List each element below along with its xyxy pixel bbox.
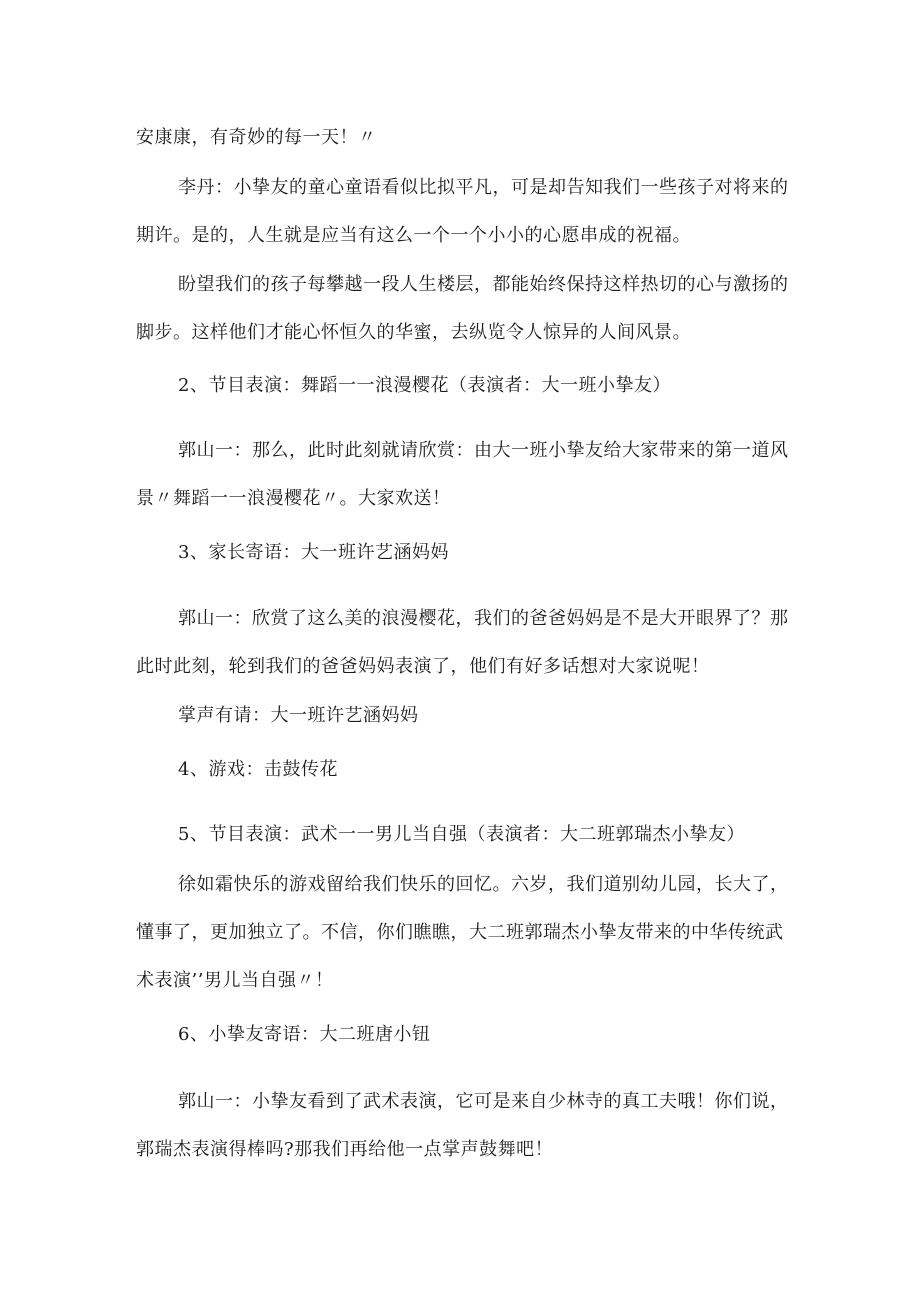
text-line-4: 盼望我们的孩子每攀越一段人生楼层，都能始终保持这样热切的心与激扬的 [178,274,789,295]
text-line-19: 郭山一：小挚友看到了武术表演，它可是来自少林寺的真工夫哦！你们说， [178,1091,789,1112]
text-line-20: 郭瑞杰表演得棒吗?那我们再给他一点掌声鼓舞吧！ [136,1139,554,1160]
text-line-12: 掌声有请：大一班许艺涵妈妈 [178,705,419,726]
text-line-3: 期许。是的，人生就是应当有这么一个一个小小的心愿串成的祝福。 [136,225,691,246]
text-line-2: 李丹：小挚友的童心童语看似比拟平凡，可是却告知我们一些孩子对将来的 [178,177,789,198]
section-heading-2: 2、节目表演：舞蹈一一浪漫樱花（表演者：大一班小挚友） [178,375,671,396]
section-heading-4: 4、游戏：击鼓传花 [178,759,338,780]
text-line-10: 郭山一：欣赏了这么美的浪漫樱花，我们的爸爸妈妈是不是大开眼界了？那 [178,608,789,629]
text-line-17: 术表演’’男儿当自强〃！ [136,970,334,991]
section-heading-6: 6、小挚友寄语：大二班唐小钮 [178,1024,431,1045]
text-line-7: 郭山一：那么，此时此刻就请欣赏：由大一班小挚友给大家带来的第一道风 [178,440,789,461]
section-heading-3: 3、家长寄语：大一班许艺涵妈妈 [178,542,449,563]
text-line-16: 懂事了，更加独立了。不信，你们瞧瞧，大二班郭瑞杰小挚友带来的中华传统武 [136,922,784,943]
text-line-1: 安康康，有奇妙的每一天！〃 [136,127,377,148]
text-line-11: 此时此刻，轮到我们的爸爸妈妈表演了，他们有好多话想对大家说呢！ [136,656,710,677]
text-line-8: 景〃舞蹈一一浪漫樱花〃。大家欢送！ [136,488,451,509]
text-line-5: 脚步。这样他们才能心怀恒久的华蜜，去纵览令人惊异的人间风景。 [136,322,691,343]
section-heading-5: 5、节目表演：武术一一男儿当自强（表演者：大二班郭瑞杰小挚友） [178,824,745,845]
text-line-15: 徐如霜快乐的游戏留给我们快乐的回忆。六岁，我们道别幼儿园，长大了， [178,874,789,895]
